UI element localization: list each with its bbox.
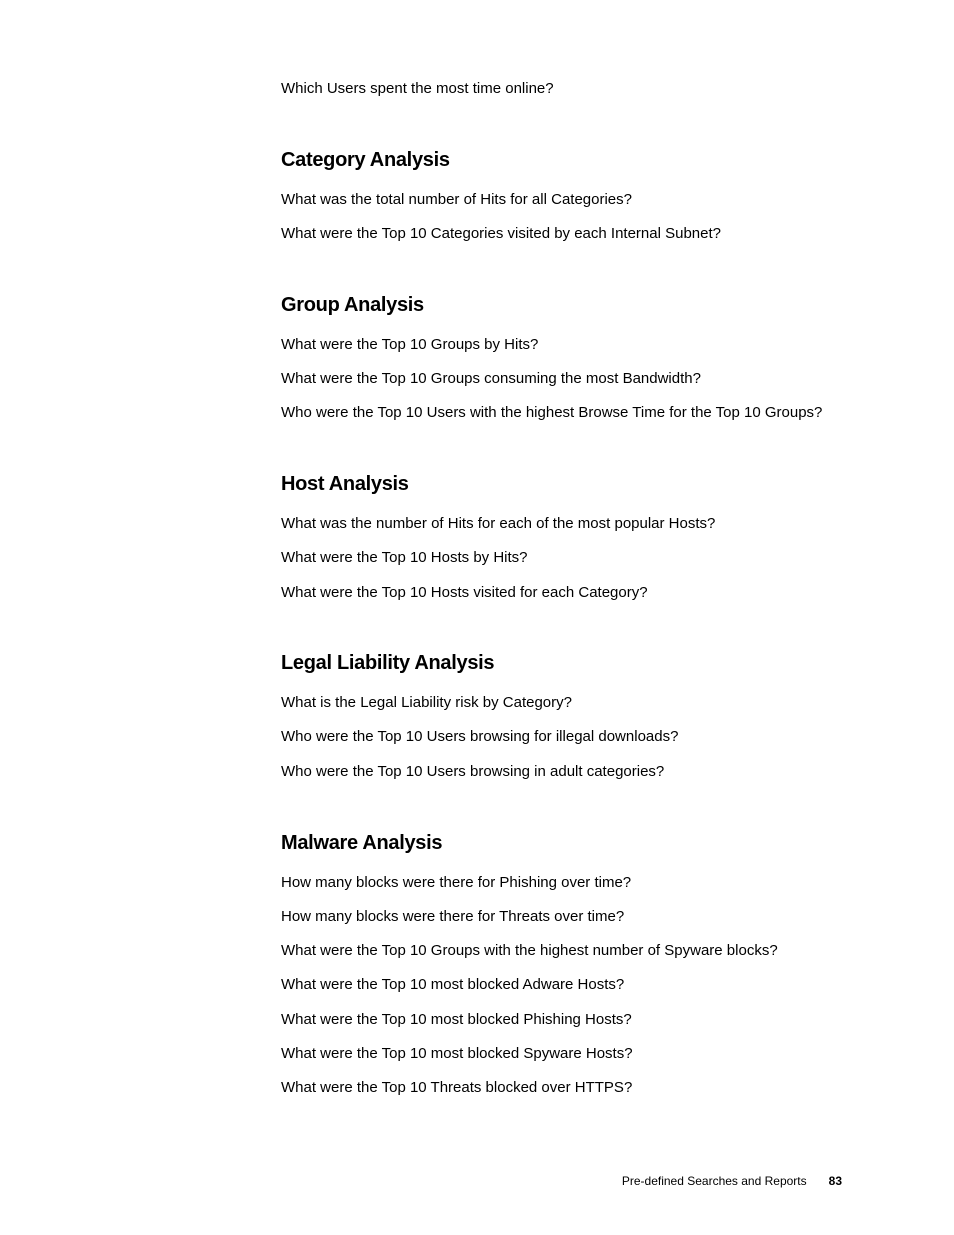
- intro-question: Which Users spent the most time online?: [281, 80, 554, 97]
- section-heading-host-analysis: Host Analysis: [281, 473, 409, 495]
- question-item: How many blocks were there for Threats over time?: [281, 908, 625, 925]
- question-item: What were the Top 10 most blocked Adware Hosts?: [281, 976, 625, 993]
- section-heading-legal-liability-analysis: Legal Liability Analysis: [281, 652, 495, 674]
- question-item: What was the total number of Hits for all Categories?: [281, 191, 632, 208]
- question-item: What were the Top 10 Hosts by Hits?: [281, 549, 528, 566]
- section-heading-malware-analysis: Malware Analysis: [281, 832, 443, 854]
- section-heading-group-analysis: Group Analysis: [281, 294, 424, 316]
- question-item: What was the number of Hits for each of the most popular Hosts?: [281, 515, 716, 532]
- question-item: What were the Top 10 Groups with the highest number of Spyware blocks?: [281, 942, 778, 959]
- question-item: Who were the Top 10 Users browsing for illegal downloads?: [281, 728, 679, 745]
- section-heading-category-analysis: Category Analysis: [281, 149, 450, 171]
- question-item: What were the Top 10 Hosts visited for each Category?: [281, 584, 648, 601]
- question-item: What were the Top 10 Threats blocked over HTTPS?: [281, 1079, 633, 1096]
- question-item: What were the Top 10 Groups by Hits?: [281, 336, 539, 353]
- question-item: What were the Top 10 Groups consuming the most Bandwidth?: [281, 370, 701, 387]
- question-item: What were the Top 10 Categories visited by each Internal Subnet?: [281, 225, 721, 242]
- page-footer: [622, 1174, 842, 1189]
- question-item: Who were the Top 10 Users with the highest Browse Time for the Top 10 Groups?: [281, 404, 823, 421]
- footer-title: Pre-defined Searches and Reports: [621, 1174, 807, 1188]
- question-item: What were the Top 10 most blocked Phishing Hosts?: [281, 1011, 632, 1028]
- question-item: Who were the Top 10 Users browsing in adult categories?: [281, 763, 665, 780]
- question-item: What were the Top 10 most blocked Spyware Hosts?: [281, 1045, 633, 1062]
- page-number: 83: [828, 1174, 842, 1188]
- question-item: What is the Legal Liability risk by Category?: [281, 694, 572, 711]
- question-item: How many blocks were there for Phishing over time?: [281, 874, 632, 891]
